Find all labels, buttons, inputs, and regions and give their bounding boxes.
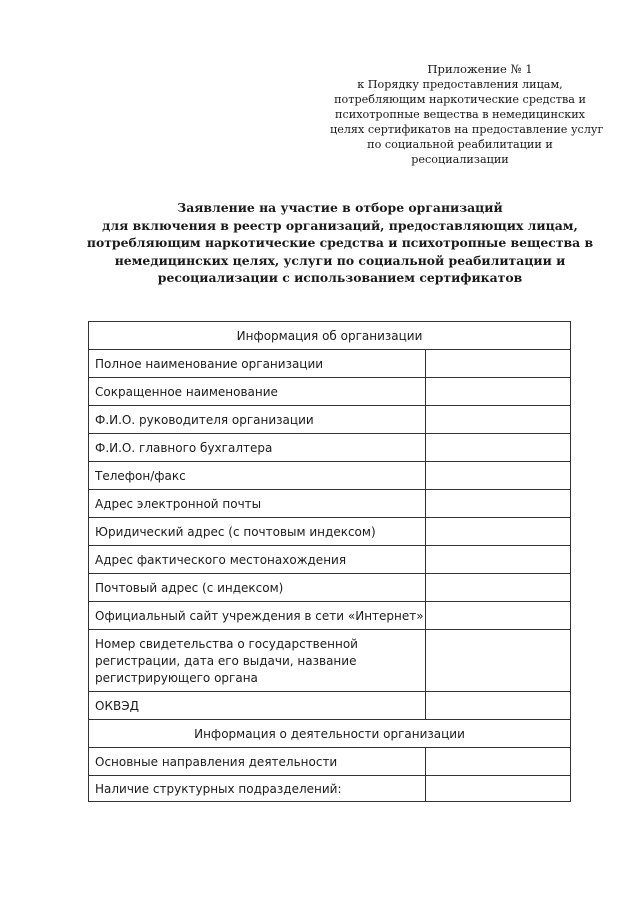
annex-line: целях сертификатов на предоставление услуг <box>330 123 604 136</box>
table-row <box>89 630 571 692</box>
table-row <box>89 776 571 802</box>
organization-info-table <box>88 321 571 802</box>
row-value-cell[interactable] <box>426 692 571 720</box>
title-line: немедицинских целях, услуги по социальной реабилитации и <box>114 252 566 268</box>
row-value-cell[interactable] <box>426 546 571 574</box>
table-row <box>89 518 571 546</box>
annex-line: психотропные вещества в немедицинских <box>335 108 585 121</box>
annex-line: ресоциализации <box>411 153 509 166</box>
row-label: Почтовый адрес (с индексом) <box>89 574 426 602</box>
row-label: Основные направления деятельности <box>89 748 426 776</box>
table-row <box>89 748 571 776</box>
row-value-cell[interactable] <box>426 350 571 378</box>
annex-number: Приложение № 1 <box>427 62 533 76</box>
title-line: потребляющим наркотические средства и психотропные вещества в <box>86 235 594 250</box>
row-label: Юридический адрес (с почтовым индексом) <box>89 518 426 546</box>
row-value-cell[interactable] <box>426 462 571 490</box>
section-header-activity: Информация о деятельности организации <box>89 720 571 748</box>
section-header-row <box>89 720 571 748</box>
row-label: Номер свидетельства о государственной регистрации, дата его выдачи, название регистрирующего органа <box>89 630 426 692</box>
table-row <box>89 490 571 518</box>
table-row <box>89 462 571 490</box>
row-value-cell[interactable] <box>426 748 571 776</box>
table-row <box>89 692 571 720</box>
table-row <box>89 378 571 406</box>
row-value-cell[interactable] <box>426 490 571 518</box>
row-label: Полное наименование организации <box>89 350 426 378</box>
document-title <box>60 199 620 287</box>
row-label: Официальный сайт учреждения в сети «Интернет» <box>89 602 426 630</box>
row-label: Адрес фактического местонахождения <box>89 546 426 574</box>
annex-line: по социальной реабилитации и <box>367 138 553 151</box>
row-value-cell[interactable] <box>426 406 571 434</box>
row-label: Ф.И.О. главного бухгалтера <box>89 434 426 462</box>
table-row <box>89 350 571 378</box>
table-row <box>89 546 571 574</box>
table-row <box>89 406 571 434</box>
row-label: ОКВЭД <box>89 692 426 720</box>
row-value-cell[interactable] <box>426 434 571 462</box>
row-value-cell[interactable] <box>426 776 571 802</box>
row-label: Адрес электронной почты <box>89 490 426 518</box>
row-label: Ф.И.О. руководителя организации <box>89 406 426 434</box>
table-row <box>89 574 571 602</box>
section-header-organization: Информация об организации <box>89 322 571 350</box>
row-label: Телефон/факс <box>89 462 426 490</box>
row-value-cell[interactable] <box>426 518 571 546</box>
row-label: Наличие структурных подразделений: <box>89 776 426 802</box>
annex-line: к Порядку предоставления лицам, <box>357 78 563 91</box>
row-label: Сокращенное наименование <box>89 378 426 406</box>
annex-line: потребляющим наркотические средства и <box>334 93 586 106</box>
section-header-row <box>89 322 571 350</box>
annex-header <box>330 62 604 167</box>
title-line: Заявление на участие в отборе организаций <box>177 200 503 215</box>
title-line: для включения в реестр организаций, предоставляющих лицам, <box>102 217 578 233</box>
row-value-cell[interactable] <box>426 574 571 602</box>
table-row <box>89 602 571 630</box>
row-value-cell[interactable] <box>426 602 571 630</box>
row-value-cell[interactable] <box>426 630 571 692</box>
table-row <box>89 434 571 462</box>
row-value-cell[interactable] <box>426 378 571 406</box>
title-line: ресоциализации с использованием сертификатов <box>157 270 523 285</box>
